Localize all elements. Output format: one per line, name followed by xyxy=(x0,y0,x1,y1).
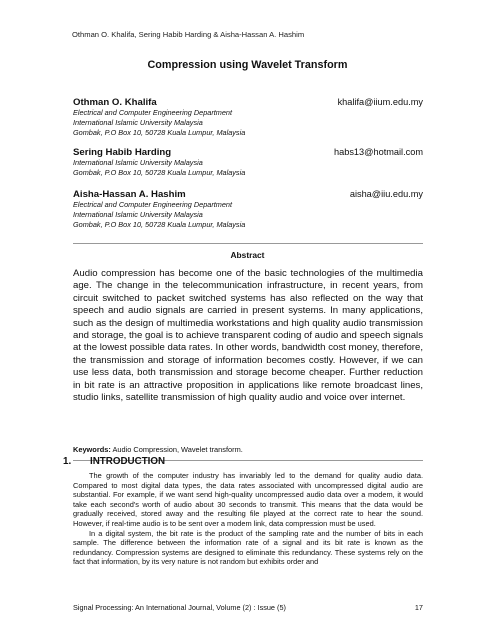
keywords-text: Audio Compression, Wavelet transform. xyxy=(112,445,243,454)
divider-top xyxy=(73,243,423,244)
section-heading xyxy=(63,456,165,467)
page-number: 17 xyxy=(414,603,423,612)
section-number: 1. xyxy=(63,456,72,467)
author-name: Sering Habib Harding xyxy=(73,147,172,158)
author-name: Othman O. Khalifa xyxy=(73,97,157,108)
author-affiliation-line: International Islamic University Malaysia xyxy=(73,210,203,219)
author-affiliation-line: International Islamic University Malaysia xyxy=(73,158,203,167)
page-footer xyxy=(73,603,423,612)
paragraph: In a digital system, the bit rate is the product of the sampling rate and the number of bits in each sample. The difference between the information rate of a signal and its bit rate is known as the redundancy. Compression systems are designed to eliminate this redundancy. These systems rely on the fact that information, by its very nature is not random but exhibits order and xyxy=(73,528,423,567)
abstract-heading: Abstract xyxy=(230,250,265,260)
author-block-3 xyxy=(73,189,423,230)
author-affiliation-line: Electrical and Computer Engineering Department xyxy=(73,108,232,117)
author-affiliation-line: Gombak, P.O Box 10, 50728 Kuala Lumpur, Malaysia xyxy=(73,128,246,137)
footer-journal: Signal Processing: An International Journal, Volume (2) : Issue (5) xyxy=(73,603,286,612)
abstract-body: Audio compression has become one of the basic technologies of the multimedia age. The change in the telecommunication infrastructure, in recent years, from circuit switched to packet switched systems has also reflected on the way that speech and audio signals are carried in present systems. In many applications, such as the design of multimedia workstations and high quality audio transmission and storage, the goal is to achieve transparent coding of audio and speech signals at the lowest possible data rates. In other words, bandwidth cost money, therefore, the transmission and storage of information becomes costly. However, if we can use less data, both transmission and storage become cheaper. Further reduction in bit rate is an attractive proposition in applications like remote broadcast lines, studio links, satellite transmission of high quality audio and voice over internet. xyxy=(73,268,423,404)
keywords xyxy=(73,445,243,454)
author-block-2 xyxy=(73,147,423,178)
keywords-label: Keywords: xyxy=(73,445,111,454)
paragraph: The growth of the computer industry has invariably led to the demand for quality audio data. Compared to most digital data types, the data rates associated with uncompressed digital audio are substantial. For example, if we want send high-quality uncompressed audio data over a modem, it would take each second's worth of audio about 30 seconds to transmit. This means that the data would be gradually received, stored away and the resulting file played at the correct rate to hear the sound. However, if real-time audio is to be sent over a modem link, data compression must be used. xyxy=(73,471,423,528)
author-affiliation-line: Gombak, P.O Box 10, 50728 Kuala Lumpur, Malaysia xyxy=(73,220,246,229)
author-email[interactable]: habs13@hotmail.com xyxy=(334,147,423,157)
author-name: Aisha-Hassan A. Hashim xyxy=(73,189,186,200)
author-email[interactable]: aisha@iiu.edu.my xyxy=(349,189,423,199)
author-block-1 xyxy=(73,97,423,138)
author-email[interactable]: khalifa@iium.edu.my xyxy=(337,97,423,107)
author-affiliation-line: International Islamic University Malaysia xyxy=(73,118,203,127)
introduction-body xyxy=(73,471,423,567)
author-affiliation-line: Gombak, P.O Box 10, 50728 Kuala Lumpur, Malaysia xyxy=(73,168,246,177)
running-head: Othman O. Khalifa, Sering Habib Harding & Aisha-Hassan A. Hashim xyxy=(72,30,305,39)
author-affiliation-line: Electrical and Computer Engineering Department xyxy=(73,200,232,209)
paper-title: Compression using Wavelet Transform xyxy=(147,59,348,71)
section-title: INTRODUCTION xyxy=(90,456,166,467)
